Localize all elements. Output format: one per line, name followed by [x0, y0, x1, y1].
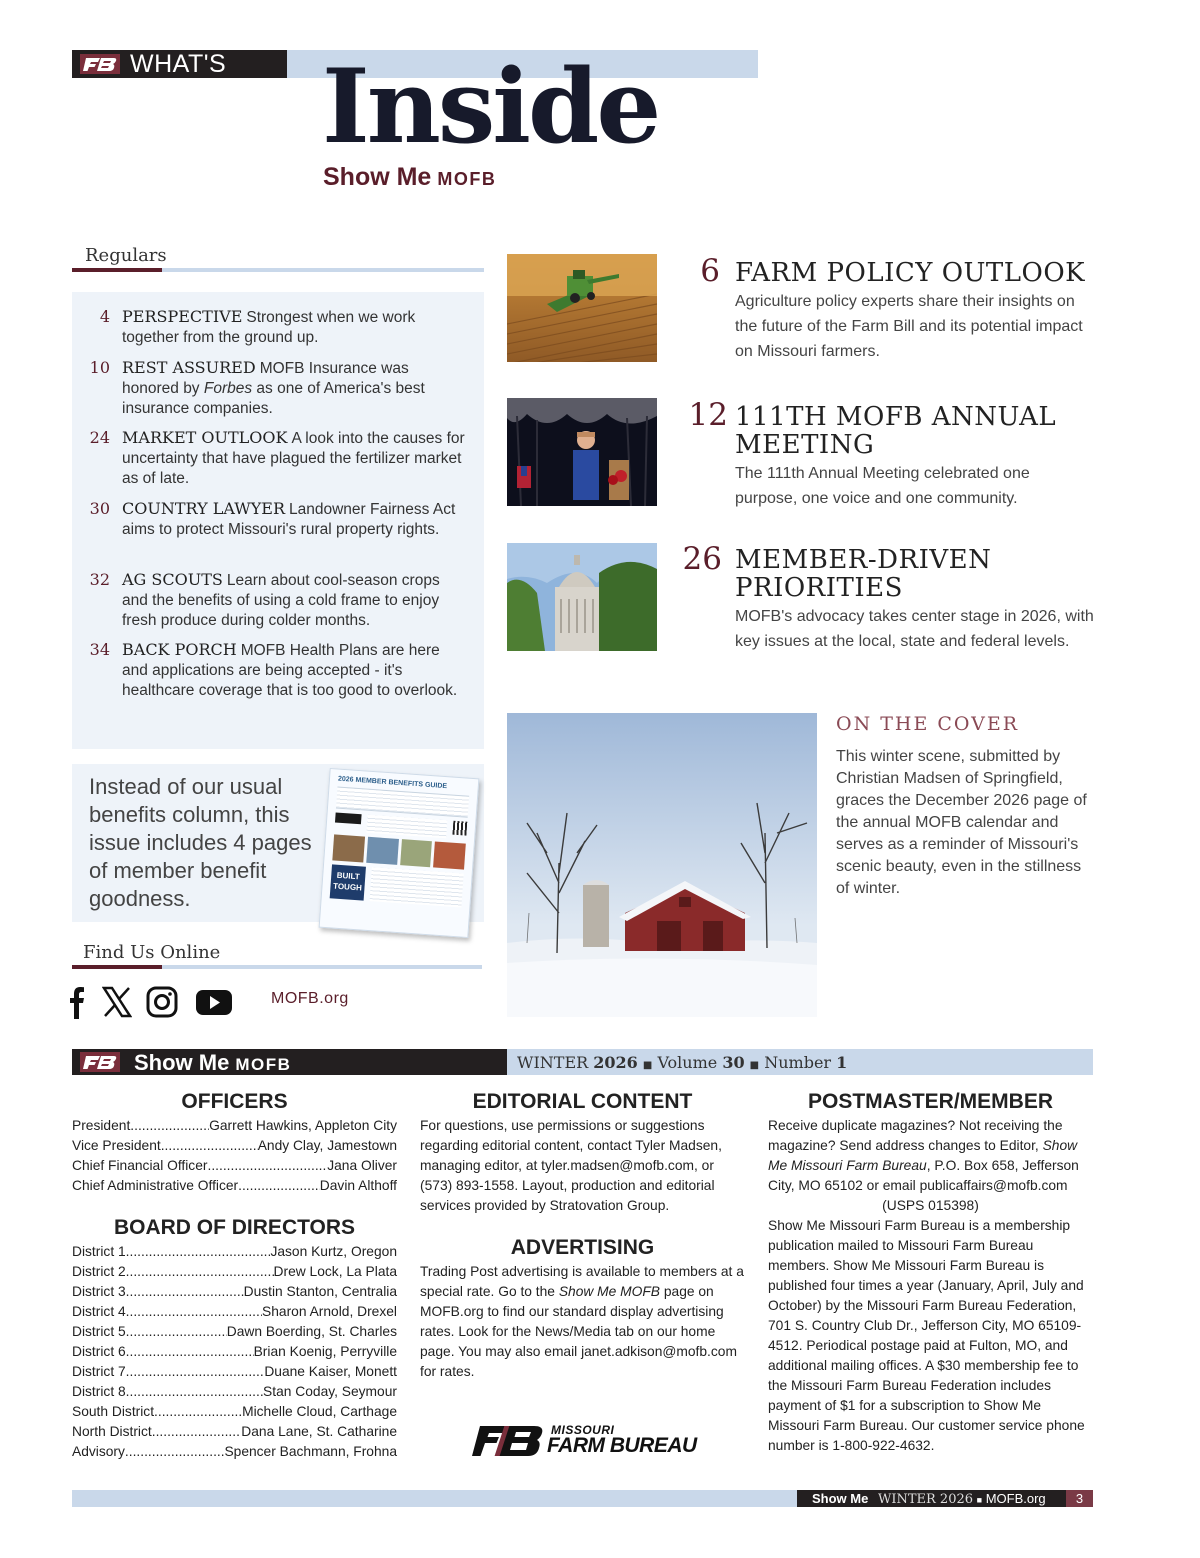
board-row: Advisory ..... Spencer Bachmann, Frohna	[72, 1442, 397, 1462]
instagram-icon[interactable]	[146, 985, 178, 1019]
benefits-guide-thumbnail[interactable]	[319, 768, 480, 938]
magazine-mofb: MOFB	[437, 169, 497, 189]
missouri-farm-bureau-logo-icon	[472, 1424, 546, 1458]
editorial-text: For questions, use permissions or suggestions regarding editorial content, contact Tyler Madsen, managing editor, at tyler.madsen@mofb.com, or (573) 893-1558. Layout, production and editorial services provided by Stratovation Group.	[420, 1118, 722, 1213]
board-row: District 1 ..... Jason Kurtz, Oregon	[72, 1242, 397, 1262]
regular-desc: Learn about cool-season crops and the benefits of using a cold frame to enjoy fresh produce during colder months.	[122, 572, 440, 629]
guide-bottom-row	[330, 864, 464, 907]
regular-title: COUNTRY LAWYER	[122, 499, 285, 518]
qr-code-icon	[452, 821, 467, 836]
missouri-capitol-photo	[507, 543, 657, 651]
regular-page: 4	[99, 307, 110, 326]
regulars-rule	[72, 268, 484, 272]
regular-page: 10	[89, 358, 110, 377]
regular-title: REST ASSURED	[122, 358, 256, 377]
footer-show-me: Show Me	[812, 1491, 869, 1506]
board-row: South District ..... Michelle Cloud, Carthage	[72, 1402, 397, 1422]
feature-page: 6	[700, 253, 720, 289]
bullet-icon: ■	[749, 1060, 760, 1071]
usps-number: (USPS 015398)	[882, 1198, 979, 1213]
page-number: 3	[1066, 1490, 1093, 1507]
regular-title: AG SCOUTS	[122, 570, 223, 589]
board-heading: BOARD OF DIRECTORS	[113, 1216, 356, 1239]
combine-harvest-photo	[507, 254, 657, 362]
regular-desc: Landowner Fairness Act aims to protect Missouri's rural property rights.	[122, 501, 456, 538]
benefits-text: Instead of our usual benefits column, this issue includes 4 pages of member benefit goodness.	[89, 774, 312, 911]
logo-line-1: MISSOURI	[551, 1423, 615, 1437]
board-row: North District ..... Dana Lane, St. Catharine	[72, 1422, 397, 1442]
magazine-name	[323, 162, 496, 194]
guide-logo	[335, 812, 362, 824]
issue-season: WINTER	[517, 1053, 589, 1072]
facebook-icon[interactable]	[68, 985, 86, 1019]
page-title: Inside	[322, 47, 659, 167]
cover-barn-photo	[507, 713, 817, 1017]
issue-info	[517, 1051, 847, 1078]
bullet-icon: ■	[976, 1495, 983, 1505]
officer-row: Chief Financial Officer ..... Jana Oliver	[72, 1156, 397, 1176]
advertising-heading: ADVERTISING	[510, 1236, 655, 1259]
officer-row: Chief Administrative Officer ..... Davin Althoff	[72, 1176, 397, 1196]
cover-text: This winter scene, submitted by Christian Madsen of Springfield, graces the December 2026 page of the annual MOFB calendar and serves as a reminder of Missouri's scenic beauty, even in the stillness of winter.	[836, 748, 1087, 897]
footer-site: MOFB.org	[985, 1491, 1046, 1506]
cover-heading: ON THE COVER	[836, 713, 1020, 735]
regular-title: PERSPECTIVE	[122, 307, 243, 326]
footer-text	[812, 1489, 1046, 1510]
publication-statement: Show Me Missouri Farm Bureau is a membership publication mailed to Missouri Farm Bureau members. Show Me Missouri Farm Bureau is published four times a year (January, April, July and October) by the Missouri Farm Bureau Federation, 701 S. Country Club Dr., Jefferson City, MO 65109-4512. Periodical postage paid at Fulton, MO, and additional mailing offices. A $30 membership fee to the Missouri Farm Bureau Federation includes payment of $1 for a subscription to Show Me Missouri Farm Bureau. Our customer service phone number is 1-800-922-4632.	[768, 1218, 1085, 1453]
online-rule	[72, 965, 482, 969]
feature-page: 12	[688, 397, 728, 433]
regular-desc: A look into the causes for uncertainty that have plagued the fertilizer market as of late.	[122, 430, 465, 487]
built-tough-badge: BUILT TOUGH	[330, 864, 366, 900]
masthead-mofb: MOFB	[235, 1055, 292, 1074]
x-icon[interactable]	[102, 985, 132, 1019]
regular-item-ag-scouts[interactable]	[86, 570, 466, 631]
advertising-text: Trading Post advertising is available to members at a special rate. Go to the Show Me MOFB page on MOFB.org to find our standard display advertising rates. Look for the News/Media tab on our home page. You may also email janet.adkison@mofb.com for rates.	[420, 1264, 744, 1379]
regular-desc-pre: MOFB Insurance was honored by	[122, 360, 409, 397]
officers-heading: OFFICERS	[181, 1090, 288, 1113]
feature-desc: MOFB's advocacy takes center stage in 2026, with key issues at the local, state and federal levels.	[735, 608, 1094, 650]
postmaster-text: Receive duplicate magazines? Not receiving the magazine? Send address changes to Editor, Show Me Missouri Farm Bureau, P.O. Box 658, Jefferson City, MO 65102 or email publicaffairs@mofb.com	[768, 1118, 1079, 1193]
regular-page: 24	[89, 428, 110, 447]
guide-photo-strip	[332, 834, 465, 869]
regular-item-country-lawyer[interactable]	[86, 499, 466, 540]
editorial-heading: EDITORIAL CONTENT	[472, 1090, 693, 1113]
regular-page: 32	[89, 570, 110, 589]
regular-title: BACK PORCH	[122, 640, 237, 659]
regular-item-market-outlook[interactable]	[86, 428, 466, 489]
regulars-heading: Regulars	[85, 245, 167, 266]
website-link[interactable]: MOFB.org	[271, 990, 349, 1007]
board-row: District 2 ..... Drew Lock, La Plata	[72, 1262, 397, 1282]
farm-bureau-logo-icon	[80, 54, 120, 74]
regular-item-rest-assured[interactable]	[86, 358, 466, 419]
regular-item-perspective[interactable]	[86, 307, 466, 348]
board-row: District 8 ..... Stan Coday, Seymour	[72, 1382, 397, 1402]
farm-bureau-logo-icon	[80, 1052, 120, 1072]
issue-number: 1	[836, 1053, 848, 1072]
find-us-online-heading: Find Us Online	[83, 942, 221, 963]
masthead-title	[134, 1049, 291, 1079]
bullet-icon: ■	[642, 1060, 653, 1071]
issue-volume-label: Volume	[657, 1053, 718, 1072]
youtube-icon[interactable]	[195, 985, 233, 1019]
regular-title: MARKET OUTLOOK	[122, 428, 288, 447]
feature-desc: The 111th Annual Meeting celebrated one purpose, one voice and one community.	[735, 465, 1030, 507]
annual-meeting-photo	[507, 398, 657, 506]
regular-desc-em: Forbes	[203, 380, 253, 397]
feature-title[interactable]: FARM POLICY OUTLOOK	[735, 258, 1086, 288]
officer-row: Vice President ..... Andy Clay, Jamestown	[72, 1136, 397, 1156]
logo-line-2: FARM BUREAU	[547, 1434, 697, 1457]
regular-desc: MOFB Health Plans are here and applications are being accepted - it's healthcare coverage that is too good to overlook.	[122, 642, 458, 699]
board-row: District 7 ..... Duane Kaiser, Monett	[72, 1362, 397, 1382]
regular-item-back-porch[interactable]	[86, 640, 466, 701]
issue-year: 2026	[593, 1053, 638, 1072]
feature-title[interactable]: MEMBER-DRIVEN PRIORITIES	[735, 545, 992, 603]
officer-row: President ..... Garrett Hawkins, Appleton City	[72, 1116, 397, 1136]
header-kicker: WHAT'S	[130, 50, 227, 78]
regular-desc-post: as one of America's best insurance companies.	[122, 380, 425, 417]
postmaster-heading: POSTMASTER/MEMBER	[807, 1090, 1053, 1113]
issue-volume: 30	[722, 1053, 745, 1072]
guide-title: 2026 MEMBER BENEFITS GUIDE	[337, 775, 448, 791]
magazine-show-me: Show Me	[323, 163, 432, 191]
regular-page: 34	[89, 640, 110, 659]
regular-page: 30	[89, 499, 110, 518]
feature-title[interactable]: 111TH MOFB ANNUAL MEETING	[735, 402, 1057, 460]
masthead-show-me: Show Me	[134, 1050, 230, 1075]
board-row: District 3 ..... Dustin Stanton, Centralia	[72, 1282, 397, 1302]
board-row: District 5 ..... Dawn Boerding, St. Charles	[72, 1322, 397, 1342]
issue-number-label: Number	[764, 1053, 832, 1072]
feature-desc: Agriculture policy experts share their insights on the future of the Farm Bill and its potential impact on Missouri farmers.	[735, 293, 1083, 360]
board-row: District 4 ..... Sharon Arnold, Drexel	[72, 1302, 397, 1322]
board-row: District 6 ..... Brian Koenig, Perryville	[72, 1342, 397, 1362]
footer-season: WINTER 2026	[877, 1492, 974, 1507]
regular-desc: Strongest when we work together from the ground up.	[122, 309, 416, 346]
feature-page: 26	[682, 541, 722, 577]
